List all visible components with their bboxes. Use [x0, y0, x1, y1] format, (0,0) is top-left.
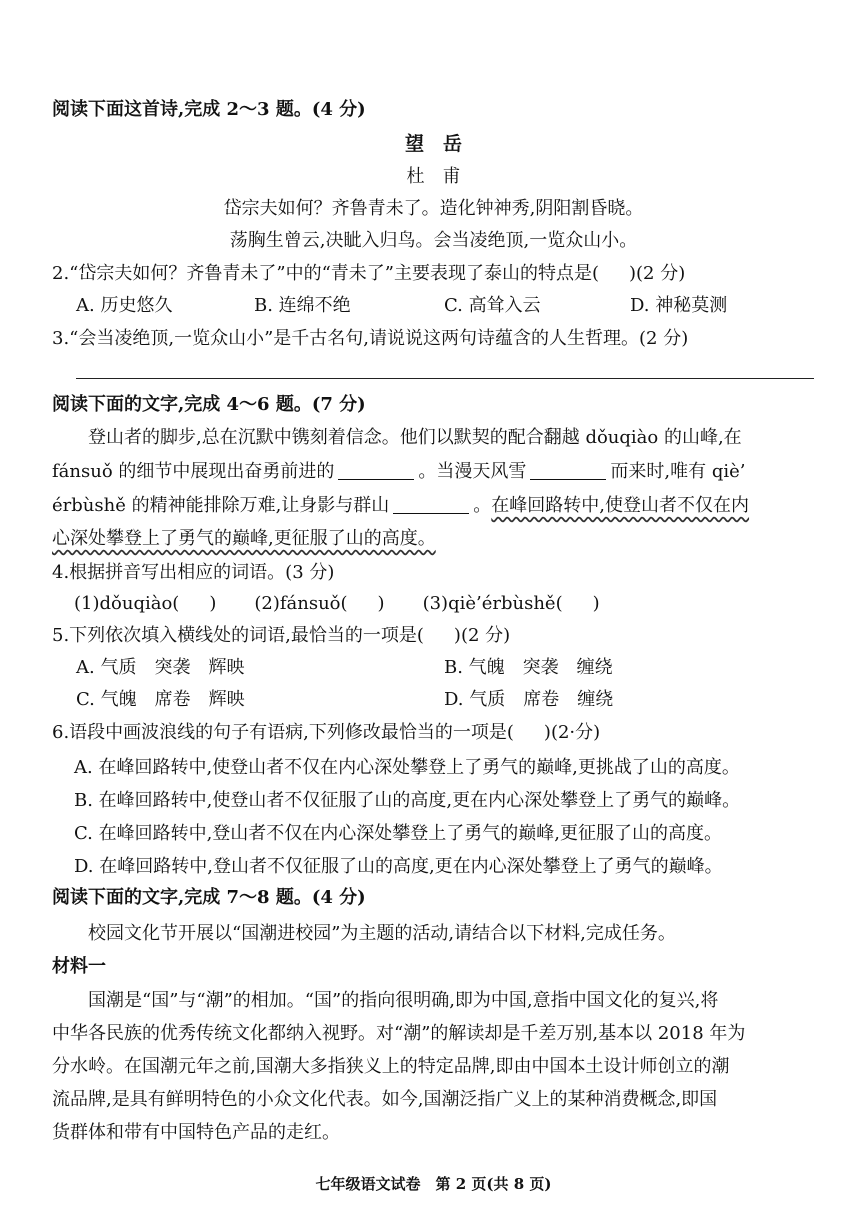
passage2-text-a: fánsuǒ 的细节中展现出奋勇前进的 [52, 461, 335, 482]
material-line-3: 分水岭。在国潮元年之前,国潮大多指狭义上的特定品牌,即由中国本土设计师创立的潮 [52, 1056, 730, 1077]
q4-item-2-close: ) [377, 593, 385, 614]
q4-stem: 4.根据拼音写出相应的词语。(3 分) [52, 562, 335, 583]
poem-line-2: 荡胸生曾云,决眦入归鸟。会当凌绝顶,一览众山小。 [229, 230, 638, 251]
q4-item-1-close: ) [209, 593, 217, 614]
section3-intro: 校园文化节开展以“国潮进校园”为主题的活动,请结合以下材料,完成任务。 [88, 923, 676, 944]
passage2-line-3 [52, 494, 749, 518]
material-title: 材料一 [52, 956, 106, 977]
blank-1[interactable] [338, 461, 414, 480]
blank-2[interactable] [530, 461, 606, 480]
q6-option-c: C. 在峰回路转中,登山者不仅在内心深处攀登上了勇气的巅峰,更征服了山的高度。 [74, 823, 723, 844]
section3-instruction: 阅读下面的文字,完成 7～8 题。(4 分) [52, 887, 366, 908]
poem-author: 杜 甫 [406, 166, 461, 187]
q6-stem [52, 721, 600, 745]
passage2-text-d: érbùshě 的精神能排除万难,让身影与群山 [52, 495, 390, 516]
q5-option-a: A. 气质 突袭 辉映 [76, 657, 245, 678]
q6-option-d: D. 在峰回路转中,登山者不仅征服了山的高度,更在内心深处攀登上了勇气的巅峰。 [74, 856, 723, 877]
material-line-2: 中华各民族的优秀传统文化都纳入视野。对“潮”的解读却是千差万别,基本以 2018 年为 [52, 1023, 746, 1044]
passage2-line-1: 登山者的脚步,总在沉默中镌刻着信念。他们以默契的配合翻越 dǒuqiào 的山峰,在 [88, 427, 742, 448]
q3-stem: 3.“会当凌绝顶,一览众山小”是千古名句,请说说这两句诗蕴含的人生哲理。(2 分) [52, 328, 689, 349]
material-line-1: 国潮是“国”与“潮”的相加。“国”的指向很明确,即为中国,意指中国文化的复兴,将 [88, 990, 719, 1011]
passage2-line-2 [52, 460, 745, 484]
q4-items [74, 592, 600, 616]
material-line-4: 流品牌,是具有鲜明特色的小众文化代表。如今,国潮泛指广义上的某种消费概念,即国 [52, 1089, 718, 1110]
q5-option-c: C. 气魄 席卷 辉映 [76, 689, 245, 710]
section1-instruction: 阅读下面这首诗,完成 2～3 题。(4 分) [52, 99, 366, 120]
q6-option-b: B. 在峰回路转中,使登山者不仅征服了山的高度,更在内心深处攀登上了勇气的巅峰。 [74, 790, 741, 811]
q4-item-3-close: ) [592, 593, 600, 614]
passage2-line-4 [52, 527, 436, 551]
q2-option-a: A. 历史悠久 [76, 295, 173, 316]
q5-stem [52, 624, 510, 648]
q5-option-d: D. 气质 席卷 缠绕 [444, 689, 614, 710]
q4-item-1: (1)dǒuqiào( [74, 593, 180, 614]
poem-line-1: 岱宗夫如何？齐鲁青未了。造化钟神秀,阴阳割昏晓。 [223, 198, 644, 219]
q2-stem-text: 2.“岱宗夫如何？齐鲁青未了”中的“青未了”主要表现了泰山的特点是( [52, 263, 600, 284]
passage2-text-b: 。当漫天风雪 [418, 461, 527, 482]
q5-stem-text: 5.下列依次填入横线处的词语,最恰当的一项是( [52, 625, 424, 646]
material-line-5: 货群体和带有中国特色产品的走红。 [52, 1122, 340, 1143]
q2-option-b: B. 连绵不绝 [254, 295, 351, 316]
wavy-sentence-part-2: 心深处攀登上了勇气的巅峰,更征服了山的高度。 [52, 528, 436, 549]
q5-option-b: B. 气魄 突袭 缠绕 [444, 657, 613, 678]
section2-instruction: 阅读下面的文字,完成 4～6 题。(7 分) [52, 394, 366, 415]
blank-3[interactable] [393, 495, 469, 514]
q2-stem-end: )(2 分) [629, 263, 686, 284]
q2-option-c: C. 高耸入云 [444, 295, 541, 316]
poem-title: 望 岳 [404, 133, 462, 155]
q5-stem-end: )(2 分) [453, 625, 511, 646]
q4-item-3: (3)qiè’érbùshě( [422, 593, 563, 614]
q2-stem [52, 262, 685, 286]
q6-stem-text: 6.语段中画波浪线的句子有语病,下列修改最恰当的一项是( [52, 722, 514, 743]
passage2-text-c: 而来时,唯有 qiè’ [610, 461, 746, 482]
passage2-text-e: 。 [473, 495, 492, 516]
q6-option-a: A. 在峰回路转中,使登山者不仅在内心深处攀登上了勇气的巅峰,更挑战了山的高度。 [74, 757, 740, 778]
wavy-sentence-part-1: 在峰回路转中,使登山者不仅在内 [491, 495, 750, 516]
q3-answer-line[interactable] [76, 378, 814, 379]
q6-stem-end: )(2·分) [543, 722, 601, 743]
page-footer: 七年级语文试卷 第 2 页(共 8 页) [315, 1175, 552, 1193]
q2-option-d: D. 神秘莫测 [630, 295, 728, 316]
q4-item-2: (2)fánsuǒ( [254, 593, 348, 614]
